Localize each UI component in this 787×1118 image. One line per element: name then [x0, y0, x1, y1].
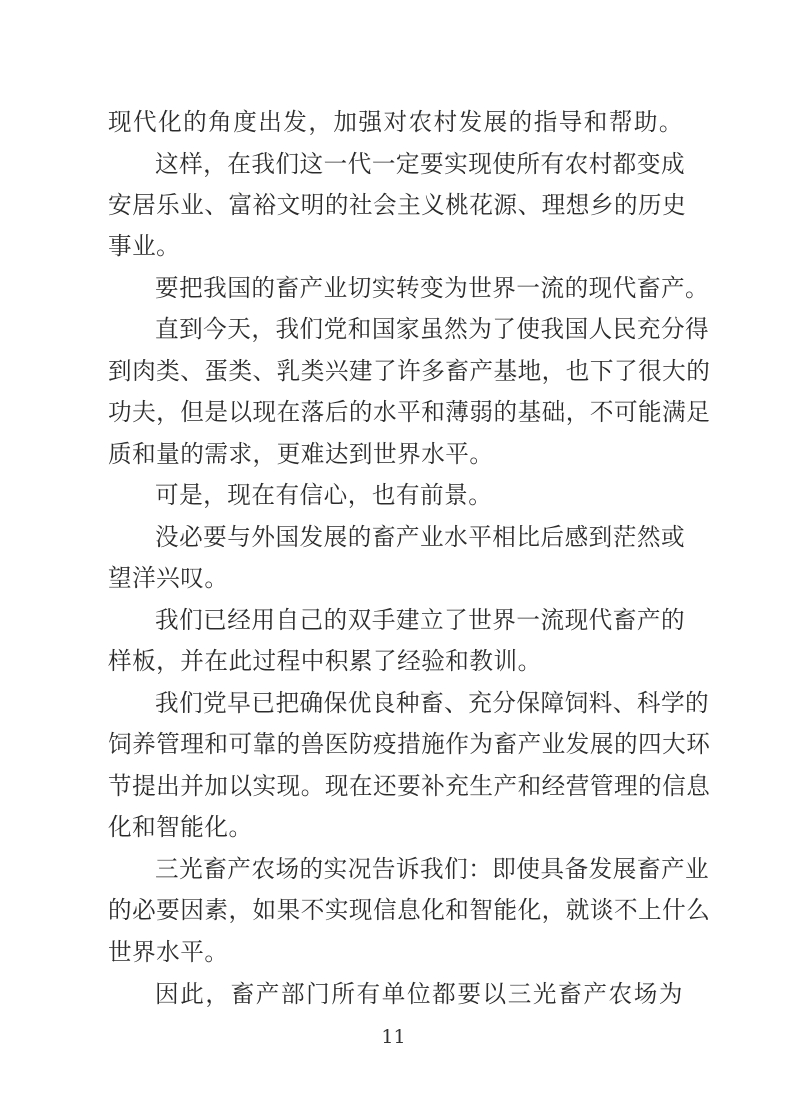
text-line: 可是，现在有信心，也有前景。	[155, 481, 493, 509]
text-line: 因此，畜产部门所有单位都要以三光畜产农场为	[155, 980, 683, 1008]
text-line: 样板，并在此过程中积累了经验和教训。	[108, 647, 542, 675]
text-line: 质和量的需求，更难达到世界水平。	[108, 440, 494, 468]
text-line: 饲养管理和可靠的兽医防疫措施作为畜产业发展的四大环	[108, 730, 711, 758]
text-line: 安居乐业、富裕文明的社会主义桃花源、理想乡的历史	[108, 191, 687, 219]
text-line: 望洋兴叹。	[108, 564, 229, 592]
text-line: 的必要因素，如果不实现信息化和智能化，就谈不上什么	[108, 896, 711, 924]
text-line: 现代化的角度出发，加强对农村发展的指导和帮助。	[108, 108, 683, 136]
text-line: 节提出并加以实现。现在还要补充生产和经营管理的信息	[108, 772, 711, 800]
text-line: 事业。	[108, 232, 181, 260]
text-line: 我们党早已把确保优良种畜、充分保障饲料、科学的	[155, 689, 710, 717]
text-line: 没必要与外国发展的畜产业水平相比后感到茫然或	[155, 523, 686, 551]
text-line: 要把我国的畜产业切实转变为世界一流的现代畜产。	[155, 274, 710, 302]
text-line: 世界水平。	[108, 938, 229, 966]
page-number: 11	[381, 1026, 406, 1048]
text-line: 功夫，但是以现在落后的水平和薄弱的基础，不可能满足	[108, 398, 711, 426]
text-line: 直到今天，我们党和国家虽然为了使我国人民充分得	[155, 315, 710, 343]
text-line: 三光畜产农场的实况告诉我们：即使具备发展畜产业	[155, 855, 710, 883]
text-line: 到肉类、蛋类、乳类兴建了许多畜产基地，也下了很大的	[108, 357, 711, 385]
text-line: 我们已经用自己的双手建立了世界一流现代畜产的	[155, 606, 686, 634]
text-line: 这样，在我们这一代一定要实现使所有农村都变成	[155, 150, 686, 178]
text-line: 化和智能化。	[108, 813, 253, 841]
